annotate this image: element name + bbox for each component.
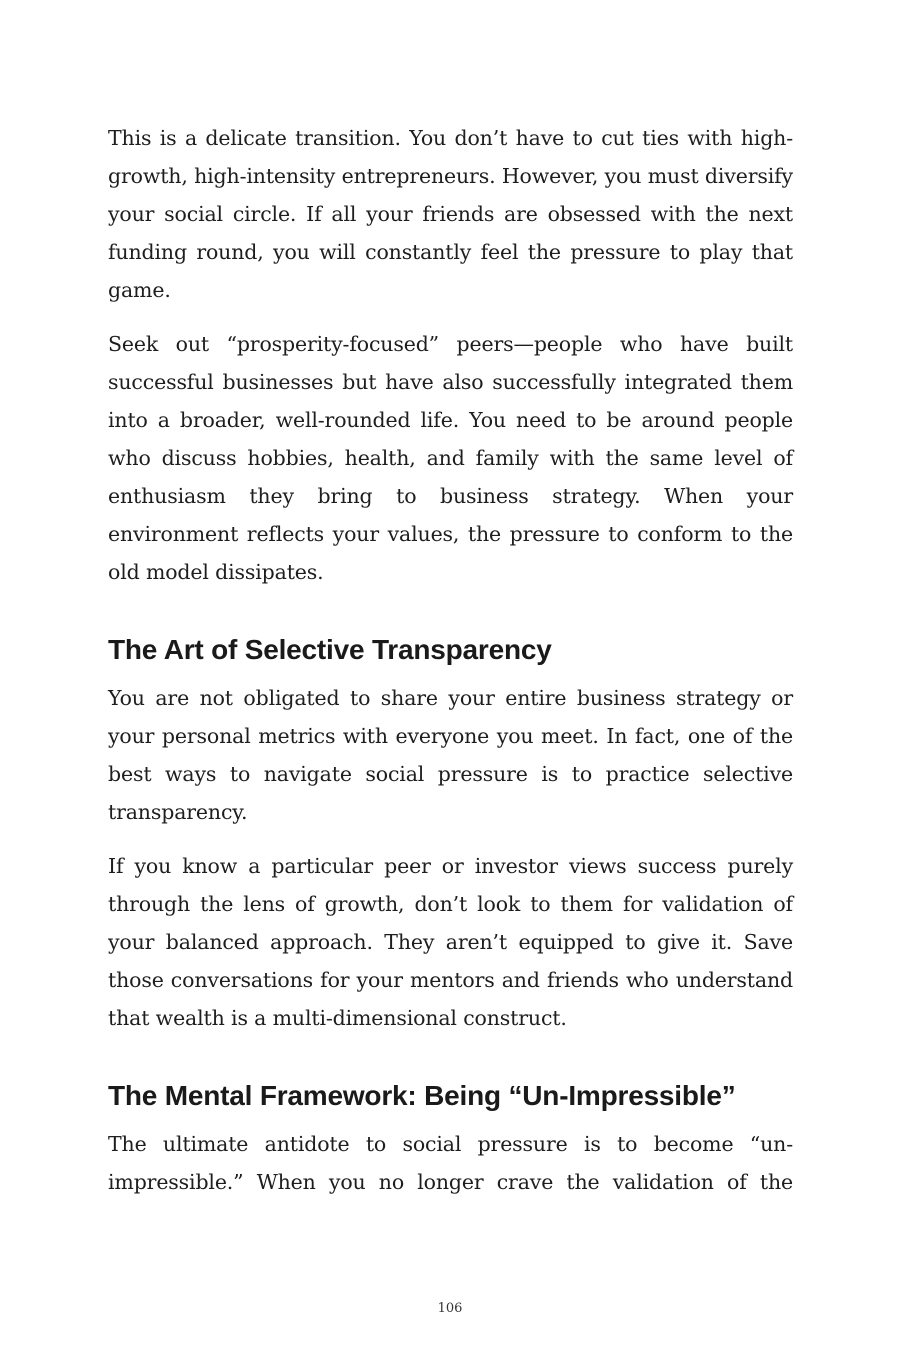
body-paragraph: Seek out “prosperity-focused” peers—people who have built successful businesses but have also successfully integrated them into a broader, well-rounded life. You need to be around people who discuss hobbies, health, and family with the same level of enthusiasm they bring to business strategy. When your environment reflects your values, the pressure to conform to the old model dissipates. xyxy=(108,332,793,584)
body-paragraph: This is a delicate transition. You don’t have to cut ties with high-growth, high-intensity entrepreneurs. However, you must diversify your social circle. If all your friends are obsessed with the next funding round, you will constantly feel the pressure to play that game. xyxy=(108,126,793,302)
body-paragraph: If you know a particular peer or investor views success purely through the lens of growth, don’t look to them for validation of your balanced approach. They aren’t equipped to give it. Save those conversations for your mentors and friends who understand that wealth is a multi-dimensional construct. xyxy=(108,854,793,1030)
section-heading: The Mental Framework: Being “Un-Impressible” xyxy=(108,1080,736,1111)
page-content xyxy=(108,119,793,1217)
body-paragraph: The ultimate antidote to social pressure is to become “un-impressible.” When you no longer crave the validation of the xyxy=(108,1132,793,1194)
page-number: 106 xyxy=(437,1301,463,1316)
section-heading: The Art of Selective Transparency xyxy=(108,634,552,665)
body-paragraph: You are not obligated to share your entire business strategy or your personal metrics with everyone you meet. In fact, one of the best ways to navigate social pressure is to practice selective transparency. xyxy=(108,686,793,824)
